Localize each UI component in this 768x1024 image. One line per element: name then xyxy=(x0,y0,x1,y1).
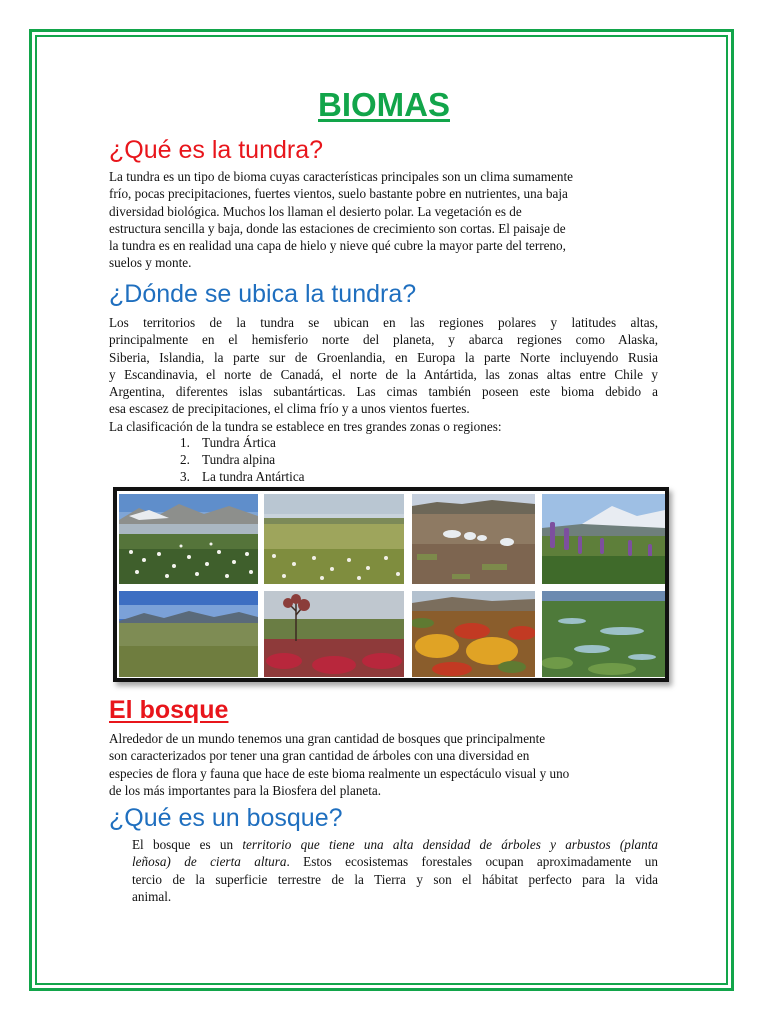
location-paragraph xyxy=(109,314,658,435)
paragraph-line: y Escandinavia, el norte de Canadá, el norte de la Antártida, las zonas altas entre Chile y xyxy=(109,366,658,382)
paragraph-line: especies de flora y fauna que hace de este bioma realmente un espectáculo visual y uno xyxy=(109,765,570,781)
paragraph-line: estructura sencilla y baja, donde las estaciones de crecimiento son cortas. El paisaje de xyxy=(109,220,566,236)
paragraph-line: Siberia, Islandia, la parte sur de Groenlandia, en Europa la parte Norte incluyendo Rusia xyxy=(109,349,658,365)
tundra-photo-shrubs-red xyxy=(264,591,404,677)
zones-list xyxy=(180,434,305,485)
bosque-intro xyxy=(109,730,569,799)
paragraph-line: leñosa) de cierta altura. Estos ecosistemas forestales ocupan aproximadamente un xyxy=(132,854,658,870)
tundra-heading: ¿Qué es la tundra? xyxy=(109,136,324,164)
paragraph-line: de los más importantes para la Biosfera del planeta. xyxy=(109,782,382,798)
list-item: 1. Tundra Ártica xyxy=(180,435,276,450)
paragraph-line: esa escasez de precipitaciones, el clima frío y a unos vientos fuertes. xyxy=(109,401,470,417)
paragraph-line: suelos y monte. xyxy=(109,255,192,271)
tundra-paragraph xyxy=(109,168,573,272)
bosque-definition xyxy=(132,836,658,905)
paragraph-line: La tundra es un tipo de bioma cuyas características principales son un clima sumamente xyxy=(109,169,573,184)
paragraph-line: Argentina, diferentes islas subantárticas. Las cimas también poseen este bioma debido a xyxy=(109,384,658,400)
tundra-photo-plain xyxy=(264,494,404,584)
paragraph-line: tercio de la superficie terrestre de la Tierra y son el hábitat perfecto para la vida xyxy=(132,871,658,887)
paragraph-line: la tundra es en realidad una capa de hielo y nieve qué cubre la mayor parte del terreno, xyxy=(109,238,566,254)
paragraph-line: principalmente en el hemisferio norte del planeta, y abarca regiones como Alaska, xyxy=(109,332,658,348)
tundra-photo-autumn xyxy=(412,591,535,677)
paragraph-line: Los territorios de la tundra se ubican en las regiones polares y latitudes altas, xyxy=(109,315,658,330)
tundra-photo-bones xyxy=(412,494,535,584)
classification-intro: La clasificación de la tundra se establece en tres grandes zonas o regiones: xyxy=(109,418,502,434)
tundra-photo-collage xyxy=(113,487,669,682)
tundra-photo-valley xyxy=(119,591,258,677)
list-item: 2. Tundra alpina xyxy=(180,452,276,467)
page-title: BIOMAS xyxy=(318,86,450,123)
tundra-photo-lupines xyxy=(542,494,665,584)
bosque-heading: El bosque xyxy=(109,696,229,724)
paragraph-line: El bosque es un territorio que tiene una alta densidad de árboles y arbustos (planta xyxy=(132,837,658,852)
paragraph-line: Alrededor de un mundo tenemos una gran cantidad de bosques que principalmente xyxy=(109,731,546,746)
bosque-question-heading: ¿Qué es un bosque? xyxy=(109,804,343,832)
paragraph-line: animal. xyxy=(132,888,172,904)
location-heading: ¿Dónde se ubica la tundra? xyxy=(109,280,417,308)
list-item: 3. La tundra Antártica xyxy=(180,469,305,484)
paragraph-line: diversidad biológica. Muchos los llaman el desierto polar. La vegetación es de xyxy=(109,203,522,219)
paragraph-line: frío, pocas precipitaciones, fuertes vientos, suelo bastante pobre en nutrientes, una baja xyxy=(109,186,568,202)
tundra-photo-cottongrass xyxy=(119,494,258,584)
paragraph-line: son caracterizados por tener una gran cantidad de árboles con una diversidad en xyxy=(109,748,530,764)
tundra-photo-wetland xyxy=(542,591,665,677)
